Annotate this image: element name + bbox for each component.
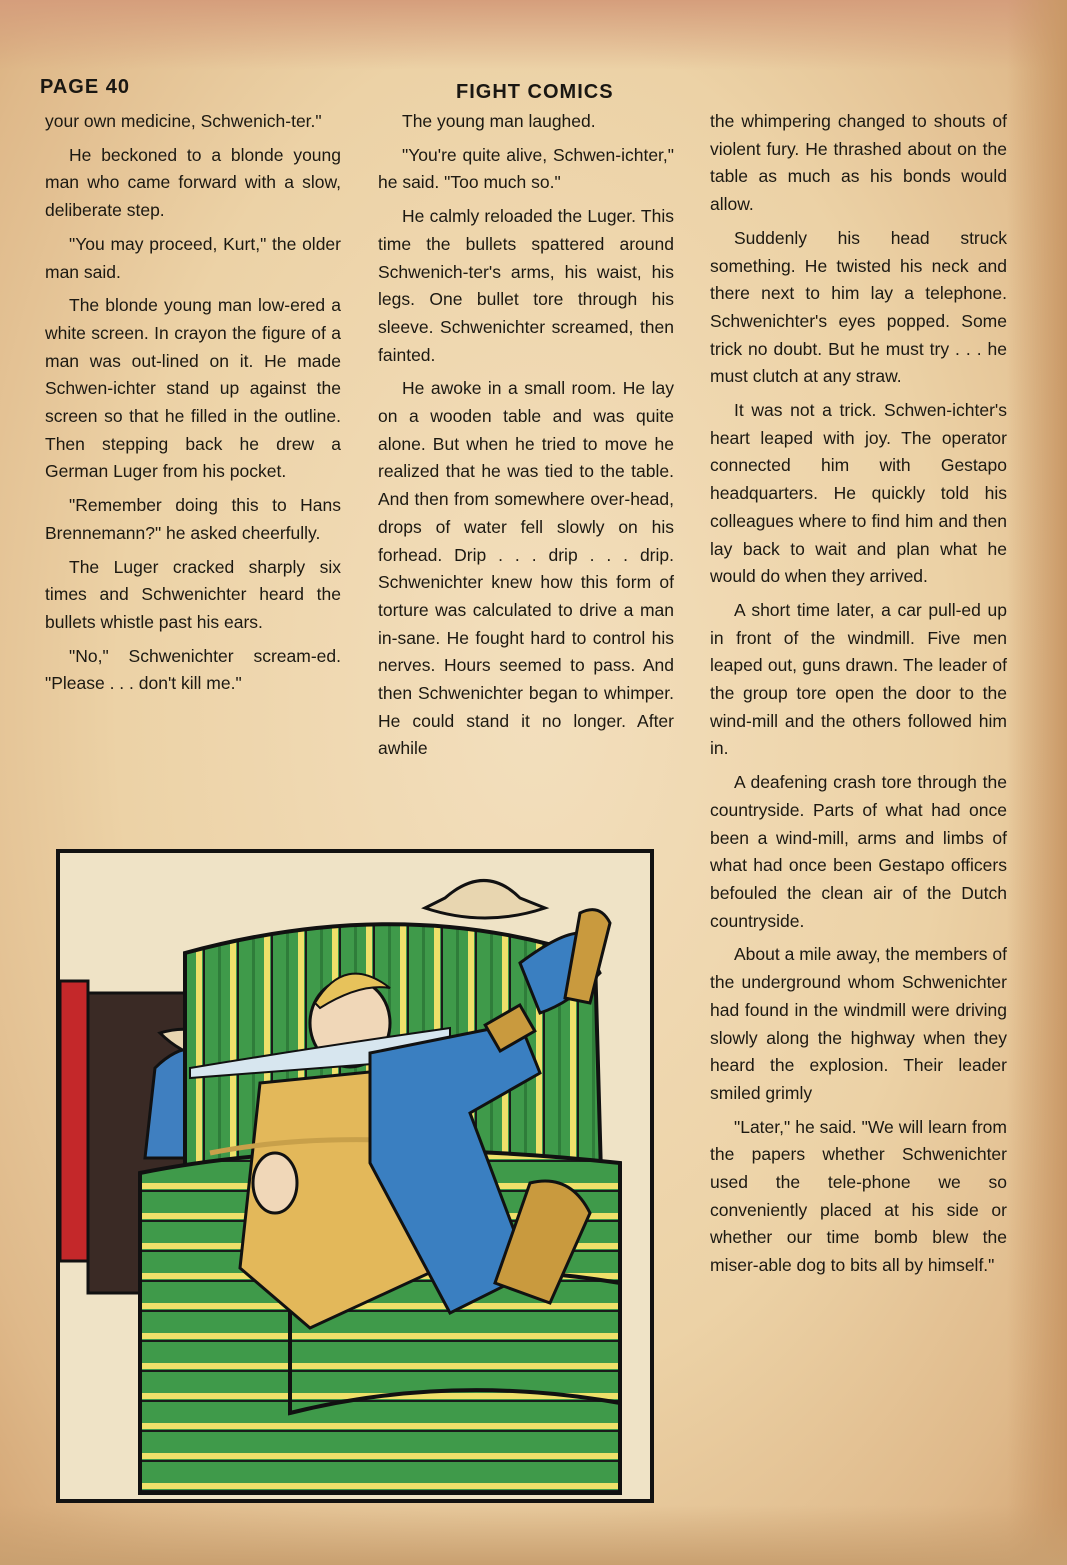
paragraph: "No," Schwenichter scream-ed. "Please . . . don't kill me.": [45, 645, 341, 694]
paragraph: A short time later, a car pull-ed up in front of the windmill. Five men leaped out, guns drawn. The leader of the group tore open the door to the wind-mill and the others followed him in.: [710, 599, 1007, 759]
paragraph: The Luger cracked sharply six times and Schwenichter heard the bullets whistle past his ears.: [45, 556, 341, 632]
captive-hands: [253, 1153, 297, 1213]
paragraph: "Remember doing this to Hans Brennemann?" he asked cheerfully.: [45, 495, 341, 543]
illustration-drawing: [60, 853, 650, 1499]
paragraph: The young man laughed.: [402, 111, 596, 131]
paragraph: He beckoned to a blonde young man who came forward with a slow, deliberate step.: [45, 144, 341, 221]
text-column-1: [45, 108, 341, 704]
paragraph: "Later," he said. "We will learn from the papers whether Schwenichter used the tele-phone we so conveniently placed at his side or whether our time bomb blew the miser-able dog to bits all by himself.": [710, 1116, 1007, 1276]
paragraph: Suddenly his head struck something. He twisted his neck and there next to him lay a telephone. Schwenichter's eyes popped. Some trick no doubt. But he must try . . . he must clutch at any straw.: [710, 227, 1007, 387]
paragraph: your own medicine, Schwenich-ter.": [45, 111, 322, 131]
text-column-2: [378, 108, 674, 769]
text-column-3: [710, 108, 1007, 1286]
page-number: PAGE 40: [40, 76, 130, 98]
page-edge-wear-top: [0, 0, 1067, 70]
paragraph: It was not a trick. Schwen-ichter's heart leaped with joy. The operator connected him with Gestapo headquarters. He quickly told his colleagues where to find him and then lay back to wait and plan what he would do when they arrived.: [710, 400, 1007, 587]
paragraph: the whimpering changed to shouts of violent fury. He thrashed about on the table as much as his bonds would allow.: [710, 111, 1007, 215]
illustration-panel: [56, 849, 654, 1503]
paragraph: He calmly reloaded the Luger. This time the bullets spattered around Schwenich-ter's arms, his waist, his legs. One bullet tore through his sleeve. Schwenichter screamed, then fainted.: [378, 206, 674, 365]
paragraph: "You're quite alive, Schwen-ichter," he said. "Too much so.": [378, 144, 674, 193]
paragraph: "You may proceed, Kurt," the older man said.: [45, 233, 341, 282]
magazine-title: FIGHT COMICS: [456, 81, 614, 103]
paragraph: A deafening crash tore through the countryside. Parts of what had once been a wind-mill, arms and limbs of what had once been Gestapo officers befouled the clean air of the Dutch countryside.: [710, 772, 1007, 931]
page-edge-wear-right: [1007, 0, 1067, 1565]
paragraph: About a mile away, the members of the underground whom Schwenichter had found in the windmill were driving slowly along the highway when they heard the explosion. Their leader smiled grimly: [710, 944, 1007, 1103]
paragraph: He awoke in a small room. He lay on a wooden table and was quite alone. But when he tried to move he realized that he was tied to the table. And then from somewhere over-head, drops of water fell slowly on his forhead. Drip . . . drip . . . drip. Schwenichter knew how this form of torture was calculated to drive a man in-sane. He fought hard to control his nerves. Hours seemed to pass. And then Schwenichter began to whimper. He could stand it no longer. After awhile: [378, 378, 674, 759]
red-curtain: [60, 981, 88, 1261]
page-edge-wear-bottom: [0, 1505, 1067, 1565]
paragraph: The blonde young man low-ered a white screen. In crayon the figure of a man was out-lined on it. He made Schwen-ichter stand up against the screen so that he filled in the outline. Then stepping back he drew a German Luger from his pocket.: [45, 295, 341, 482]
